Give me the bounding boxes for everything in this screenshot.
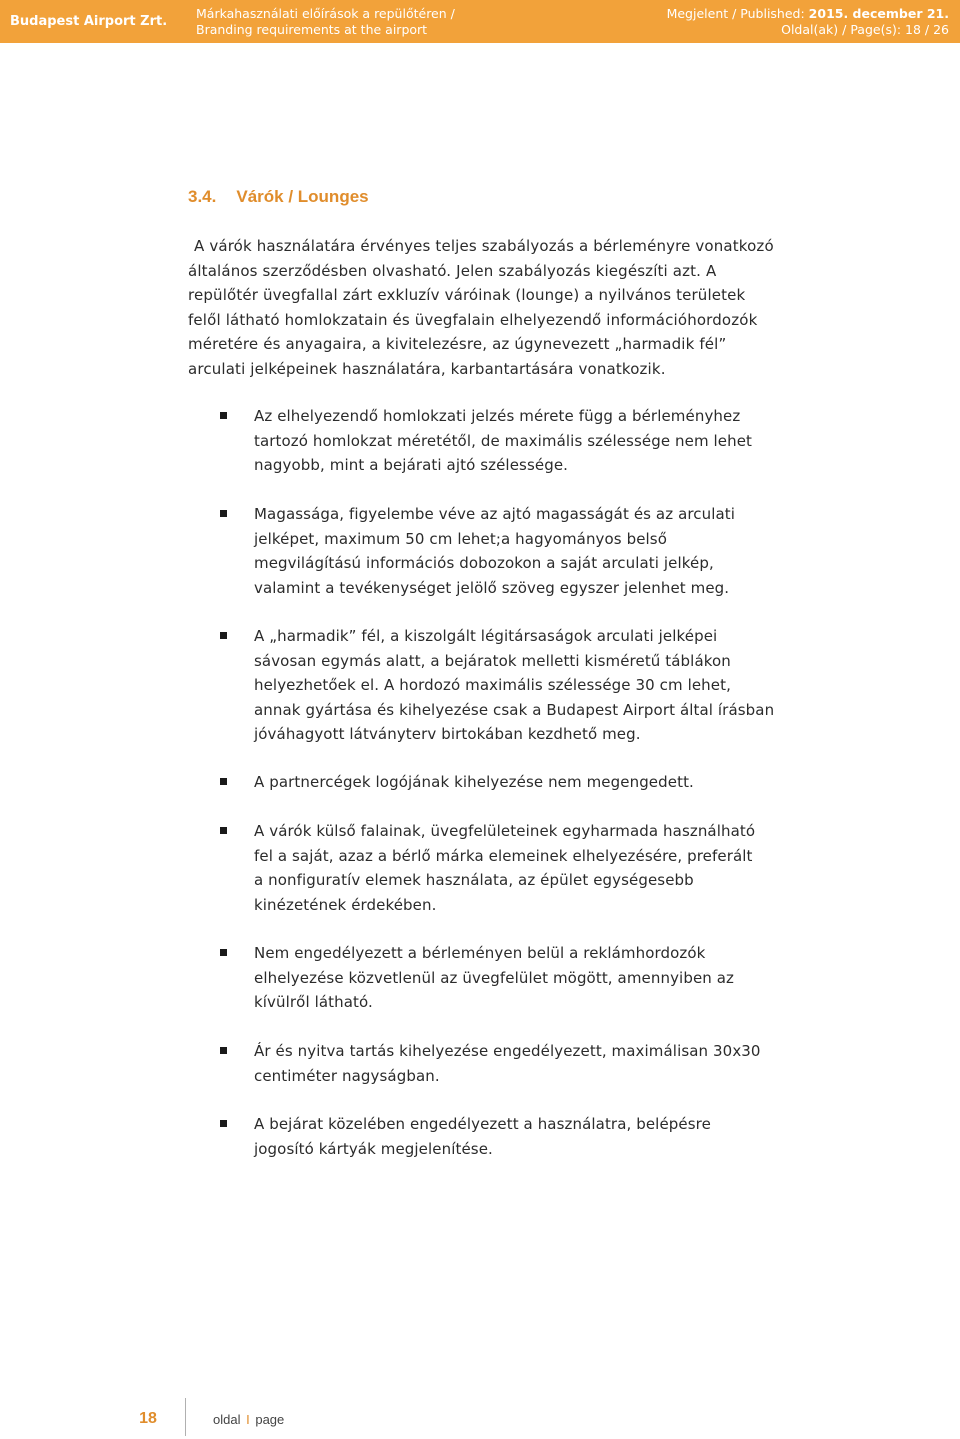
list-item-line: Magassága, figyelembe véve az ajtó magasságát és az arculati [254, 505, 736, 523]
published-label: Megjelent / Published: [666, 6, 809, 21]
section-heading [188, 187, 389, 207]
footer-divider [185, 1398, 186, 1436]
intro-line: arculati jelképeinek használatára, karbantartására vonatkozik. [188, 359, 666, 378]
list-item-line: centiméter nagyságban. [254, 1066, 440, 1085]
list-item-line: a nonfiguratív elemek használata, az épület egységesebb [254, 871, 694, 889]
list-item-line: kívülről látható. [254, 993, 373, 1011]
list-item-line: tartozó homlokzat méretétől, de maximális szélessége nem lehet [254, 431, 753, 450]
list-item-line: Nem engedélyezett a bérleményen belül a reklámhordozók [254, 944, 706, 962]
bullet-icon [220, 778, 227, 785]
page-header [0, 0, 960, 43]
document-meta [667, 6, 949, 38]
intro-line: repülőtér üvegfallal zárt exkluzív váróinak (lounge) a nyilvános területek [188, 286, 746, 304]
list-item-line: Ár és nyitva tartás kihelyezése engedélyezett, maximálisan 30x30 [254, 1042, 761, 1060]
bullet-icon [220, 632, 227, 639]
page-count: Oldal(ak) / Page(s): 18 / 26 [781, 22, 949, 37]
list-item-line: elhelyezése közvetlenül az üvegfelület mögött, amennyiben az [254, 968, 735, 987]
list-item-line: Az elhelyezendő homlokzati jelzés mérete függ a bérleményhez [254, 407, 741, 425]
list-item-line: jogosító kártyák megjelenítése. [254, 1139, 493, 1158]
bullet-icon [220, 827, 227, 834]
list-item-line: helyezhetőek el. A hordozó maximális szélessége 30 cm lehet, [254, 676, 731, 694]
list-item-line: valamint a tevékenységet jelölő szöveg egyszer jelenhet meg. [254, 578, 730, 597]
page-number: 18 [139, 1410, 157, 1427]
list-item-line: annak gyártása és kihelyezése csak a Budapest Airport által írásban [254, 700, 775, 719]
bullet-icon [220, 1120, 227, 1127]
list-item-line: jelképet, maximum 50 cm lehet;a hagyományos belső [254, 529, 667, 548]
list-item-line: A bejárat közelében engedélyezett a használatra, belépésre [254, 1115, 711, 1133]
document-title [196, 6, 455, 38]
section-number: 3.4. [188, 187, 217, 206]
intro-paragraph [188, 234, 828, 381]
bullet-icon [220, 1047, 227, 1054]
bullet-icon [220, 412, 227, 419]
bullet-icon [220, 949, 227, 956]
list-item-line: sávosan egymás alatt, a bejáratok melletti kisméretű táblákon [254, 651, 731, 670]
document-title-hu: Márkahasználati előírások a repülőtéren / [196, 6, 455, 21]
footer-label [213, 1412, 284, 1427]
intro-line: A várók használatára érvényes teljes szabályozás a bérleményre vonatkozó [194, 237, 774, 255]
section-title: Várók / Lounges [236, 187, 369, 206]
published-info [667, 6, 949, 22]
footer-label-hu: oldal [213, 1412, 241, 1427]
list-item-line: nagyobb, mint a bejárati ajtó szélessége. [254, 456, 569, 474]
list-item-line: A „harmadik” fél, a kiszolgált légitársaságok arculati jelképei [254, 627, 718, 645]
document-title-en: Branding requirements at the airport [196, 22, 428, 37]
intro-line: méretére és anyagaira, a kivitelezésre, az úgynevezett „harmadik fél” [188, 335, 727, 353]
footer-separator: I [246, 1412, 250, 1427]
list-item-line: kinézetének érdekében. [254, 895, 437, 914]
list-item-line: A partnercégek logójának kihelyezése nem megengedett. [254, 773, 694, 791]
intro-line: felől látható homlokzatain és üvegfalain elhelyezendő információhordozók [188, 310, 758, 329]
list-item-line: jóváhagyott látványterv birtokában kezdhető meg. [254, 725, 641, 743]
bullet-icon [220, 510, 227, 517]
published-date: 2015. december 21. [808, 6, 949, 21]
footer-label-en: page [255, 1412, 285, 1427]
intro-line: általános szerződésben olvasható. Jelen szabályozás kiegészíti azt. A [188, 261, 717, 280]
list-item-line: fel a saját, azaz a bérlő márka elemeinek elhelyezésére, preferált [254, 846, 753, 865]
list-item-line: megvilágítású információs dobozokon a saját arculati jelkép, [254, 554, 714, 572]
list-item-line: A várók külső falainak, üvegfelületeinek egyharmada használható [254, 822, 756, 840]
organization-name: Budapest Airport Zrt. [10, 14, 168, 29]
